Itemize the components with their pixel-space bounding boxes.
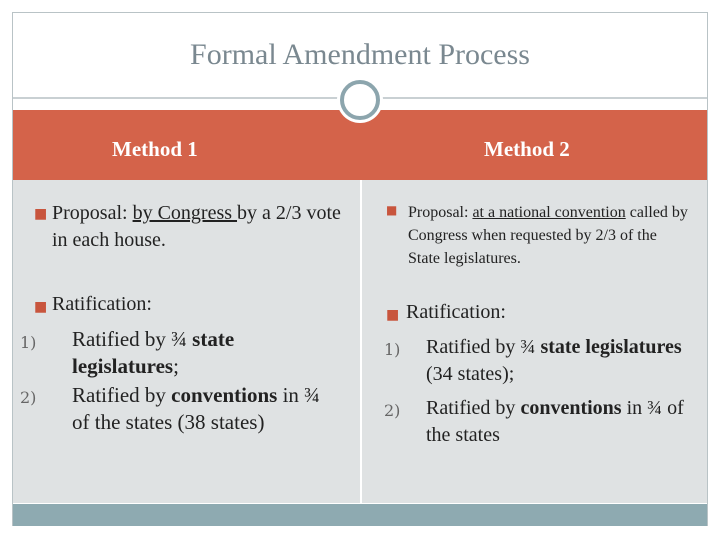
method-2-ratification: Ratification: [406, 301, 506, 323]
item-number: 2) [384, 401, 401, 420]
method-1-header: Method 1 [112, 137, 198, 161]
item-bold: state legislatures [72, 327, 235, 378]
proposal-underlined: by Congress [132, 202, 238, 224]
item-bold: conventions [171, 383, 278, 407]
method-2-proposal [408, 201, 690, 270]
method-2-item-1 [426, 334, 701, 388]
square-bullet-icon: ■ [386, 307, 400, 323]
item-number: 1) [20, 333, 37, 352]
item-text: Ratified by ¾ [72, 327, 193, 351]
proposal-label: Proposal: [52, 202, 133, 224]
proposal-label: Proposal: [408, 204, 473, 221]
item-text: Ratified by [426, 397, 521, 419]
slide-title: Formal Amendment Process [190, 38, 530, 71]
item-text: in ¾ of the states [426, 397, 684, 446]
method-1-ratification: Ratification: [52, 293, 152, 315]
method-2-header: Method 2 [484, 137, 570, 161]
item-text: Ratified by [72, 383, 172, 407]
square-bullet-icon: ■ [34, 299, 48, 315]
square-bullet-icon: ■ [386, 203, 398, 217]
proposal-rest: by a 2/3 vote in each house. [52, 202, 341, 251]
footer-bar [13, 504, 707, 526]
item-text: ; [173, 354, 179, 378]
item-text: in ¾ of the states (38 states) [72, 383, 320, 434]
proposal-underlined: at a national convention [472, 204, 626, 221]
item-text: Ratified by ¾ [426, 336, 541, 358]
item-text: (34 states); [426, 363, 515, 385]
method-1-proposal [52, 200, 342, 254]
item-bold: state legislatures [540, 336, 682, 358]
square-bullet-icon: ■ [34, 206, 48, 222]
circle-ornament-icon [340, 80, 380, 120]
column-divider [360, 180, 362, 503]
item-bold: conventions [520, 397, 622, 419]
proposal-rest: called by Congress when requested by 2/3 of the State legislatures. [408, 204, 688, 267]
method-2-item-2 [426, 395, 701, 449]
method-1-item-2 [72, 382, 337, 436]
method-1-item-1 [72, 326, 337, 380]
item-number: 1) [384, 340, 401, 359]
item-number: 2) [20, 388, 37, 407]
